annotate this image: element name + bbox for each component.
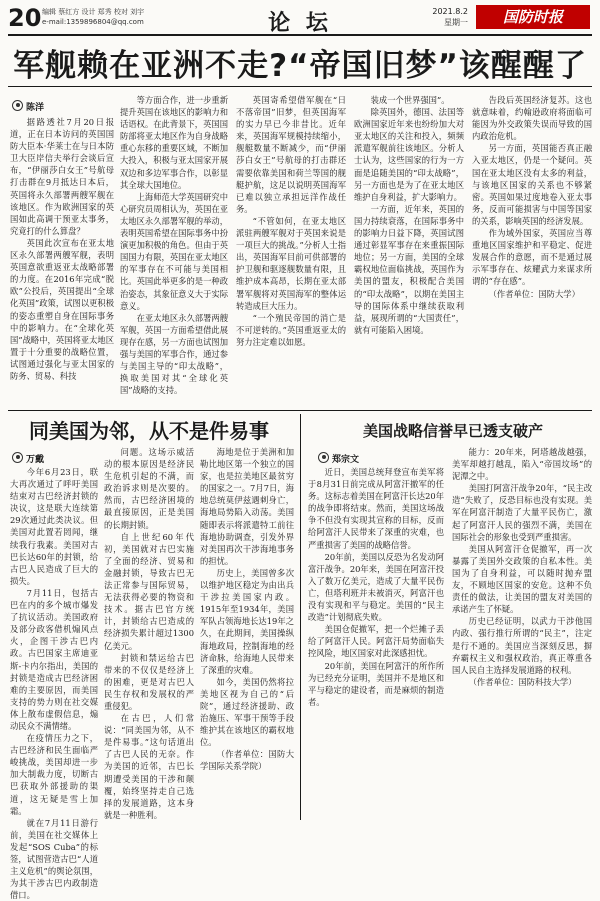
article2-byline	[12, 452, 44, 465]
paragraph: 据路透社7月20日报道，正在日本访问的英国国防大臣本·华莱士在与日本防卫大臣岸信夫举行会谈后宣布，“伊丽莎白女王”号航母打击群在9月抵达日本后，英国将永久部署两艘军舰在该地区。作为欧洲国家的英国如此高调干预亚太事务，究竟打的什么算盘？	[10, 117, 114, 236]
article1-byline	[12, 100, 44, 113]
article3-column-2	[452, 446, 592, 822]
paragraph: 能力：20年来，阿塔越战越强，美军却越打越乱，陷入“帝国坟场”的泥潭之中。	[452, 447, 592, 482]
paragraph: 7月11日，包括古巴在内的多个城市爆发了抗议活动。美国政府及部分政客借机煽风点火，企图干涉古巴内政。古巴国家主席迪亚斯-卡内尔指出，美国的封锁是造成古巴经济困难的主要原因，而美国支持的势力则在社交媒体上散布虚假信息，煽动民众不满情绪。	[10, 587, 98, 731]
article1-column-4	[354, 94, 464, 406]
article1-column-3	[236, 94, 346, 406]
newspaper-masthead-logo: 国防时报	[476, 5, 590, 29]
paragraph: （作者单位：国防大学）	[488, 288, 580, 299]
paragraph: 历史已经证明，以武力干涉他国内政、强行推行所谓的“民主”，注定是行不通的。美国应当深刻反思，摒弃霸权主义和强权政治，真正尊重各国人民自主选择发展道路的权利。	[452, 616, 592, 675]
paragraph: 近日，美国总统拜登宣布美军将于8月31日前完成从阿富汗撤军的任务。这标志着美国在阿富汗长达20年的战争即将结束。然而，美国这场战争不但没有实现其宣称的目标，反而给阿富汗人民带来了深重的灾难，也严重损害了美国的战略信誉。	[308, 467, 444, 550]
editor-line: 编辑 蔡红方 设计 郑秀 校对 刘宇	[42, 8, 145, 16]
paragraph: 问题。这场示威活动的根本原因是经济民生危机引起的不满，而政治诉求则是次要的。然而，古巴经济困境的最直接原因，正是美国的长期封锁。	[104, 447, 194, 530]
article2-author: 万戴	[26, 455, 45, 465]
article1-column-1	[10, 116, 114, 406]
paragraph: 20年前，美国以反恐为名发动阿富汗战争。20年来，美国在阿富汗投入了数万亿美元，造成了大量平民伤亡，但塔利班并未被消灭，阿富汗也没有实现和平与稳定。美国的“民主改造”计划彻底失败。	[308, 551, 444, 623]
paragraph: 如今，美国仍然将拉美地区视为自己的“后院”，通过经济援助、政治施压、军事干预等手段维护其在该地区的霸权地位。	[200, 676, 294, 748]
email-line: e-mail:1359896804@qq.com	[42, 18, 144, 26]
author-icon	[318, 452, 329, 463]
editor-meta	[42, 7, 212, 27]
paragraph: “一个殖民帝国的消亡是不可逆转的。”英国重返亚太的努力注定难以如愿。	[236, 312, 346, 347]
paragraph: 封锁和禁运给古巴带来的不仅仅是经济上的困难，更是对古巴人民生存权和发展权的严重侵犯。	[104, 652, 194, 711]
article3-column-1	[308, 466, 444, 822]
paragraph: 美国仓促撤军，把一个烂摊子丢给了阿富汗人民。阿富汗局势面临失控风险，地区国家对此深感担忧。	[308, 624, 444, 659]
paragraph: 在古巴，人们常说：“同美国为邻，从不是件易事。”这句话道出了古巴人民的无奈。作为美国的近邻，古巴长期遭受美国的干涉和颠覆，始终坚持走自己选择的发展道路，这本身就是一种胜利。	[104, 713, 194, 820]
section-divider	[8, 410, 592, 411]
article1-column-5	[472, 94, 592, 406]
paragraph: 英国此次宣布在亚太地区永久部署两艘军舰，表明英国意欲重返亚太战略部署的力度。在2016年完成“脱欧”公投后，英国提出“全球化英国”政策，试图以更积极的姿态重塑自身在国际事务中的影响力。在“全球化英国”战略中，英国将亚太地区置于十分重要的战略位置，试图通过强化与亚太国家的防务、贸易、科技	[10, 237, 114, 381]
paragraph: 告段后英国经济复苏。这也就意味着，约翰逊政府将面临可能因为外交政策失误而导致的国内政治危机。	[472, 95, 592, 142]
page-number: 20	[8, 4, 42, 32]
paragraph: 在亚太地区永久部署两艘军舰，英国一方面希望借此展现存在感，另一方面也试图加强与美国的军事合作，通过参与美国主导的“印太战略”，换取美国对其“全球化英国”战略的支持。	[120, 312, 228, 396]
paragraph: 今年6月23日，联大再次通过了呼吁美国结束对古巴经济封锁的决议，这是联大连续第29次通过此类决议。但美国对此置若罔闻，继续我行我素。美国对古巴长达60年的封锁，给古巴人民造成了巨大的损失。	[10, 467, 98, 586]
paragraph: 作为域外国家，英国应当尊重地区国家维护和平稳定、促进发展合作的意愿，而不是通过展示军事存在、炫耀武力来谋求所谓的“存在感”。	[472, 228, 592, 287]
paragraph: 就在7月11日游行前，美国在社交媒体上发起“SOS Cuba”的标签，试图营造古巴“人道主义危机”的舆论氛围，为其干涉古巴内政制造借口。	[10, 817, 98, 901]
article-divider	[300, 414, 301, 820]
date-line: 2021.8.2	[432, 7, 468, 16]
article2-column-3	[200, 446, 294, 822]
article2-column-2	[104, 446, 194, 822]
paragraph: 美国打阿富汗战争20年，“民主改造”失败了，反恐目标也没有实现。美军在阿富汗制造了大量平民伤亡，激起了阿富汗人民的强烈不满，美国在国际社会的形象也受到严重损害。	[452, 483, 592, 542]
author-icon	[12, 452, 23, 463]
article2-column-1	[10, 466, 98, 901]
article3-author: 郑宗文	[332, 455, 360, 465]
paragraph: 一方面，近年来，英国的国力持续衰落，在国际事务中的影响力日益下降，英国试图通过彰显军事存在来重振国际地位；另一方面，美国的全球霸权地位面临挑战，英国作为美国的盟友，积极配合美国的“印太战略”，以期在美国主导的国际体系中继续获取利益，展现所谓的“大国责任”，就有可能陷入困境。	[354, 203, 464, 335]
paragraph: 海地是位于美洲和加勒比地区第一个独立的国家，也是拉美地区最贫穷的国家之一。7月7日，海地总统莫伊兹遇刺身亡，海地局势陷入动荡。美国随即表示将派遣特工前往海地协助调查，引发外界对美国再次干涉海地事务的担忧。	[200, 447, 294, 566]
issue-date	[408, 6, 468, 28]
article1-author: 陈洋	[26, 103, 45, 113]
article2-headline: 同美国为邻，从不是件易事	[29, 419, 269, 443]
weekday-line: 星期一	[444, 18, 468, 27]
paragraph: （作者单位：国防科技大学）	[468, 676, 577, 687]
paragraph: （作者单位：国防大学国际关系学院）	[200, 749, 294, 772]
author-icon	[12, 100, 23, 111]
paragraph: 美国从阿富汗仓促撤军，再一次暴露了美国外交政策的自私本性。美国为了自身利益，可以随时抛弃盟友，不顾地区国家的安危。这种不负责任的做法，让美国的盟友对美国的承诺产生了怀疑。	[452, 543, 592, 615]
headline-rule	[8, 86, 592, 87]
paragraph: 历史上，美国曾多次以维护地区稳定为由出兵干涉拉美国家内政。1915年至1934年，美国军队占领海地长达19年之久，在此期间，美国操纵海地政局，控制海地的经济命脉，给海地人民带来了深重的灾难。	[200, 567, 294, 675]
section-title: 论 坛	[268, 10, 332, 36]
paragraph: 除英国外，德国、法国等欧洲国家近年来也纷纷加大对亚太地区的关注和投入，频频派遣军舰前往该地区。分析人士认为，这些国家的行为一方面是追随美国的“印太战略”，另一方面也是为了在亚太地区维护自身利益，扩大影响力。	[354, 107, 464, 202]
page-header	[8, 4, 592, 36]
paragraph: 上海师范大学英国研究中心研究员周相认为，英国在亚太地区永久部署军舰的举动，表明英国希望在国际事务中扮演更加积极的角色。但由于英国国力有限，英国在亚太地区的军事存在不可能与美国相比。英国此举更多的是一种政治姿态，其象征意义大于实际意义。	[120, 191, 228, 311]
article3-headline: 美国战略信誉早已透支破产	[362, 422, 543, 440]
paragraph: “不管如何，在亚太地区派驻两艘军舰对于英国来说是一项巨大的挑战。”分析人士指出，英国海军目前可供部署的护卫舰和驱逐舰数量有限，且维护成本高昂，长期在亚太部署军舰将对英国海军的整体运转造成巨大压力。	[236, 215, 346, 311]
paragraph: 自上世纪60年代初，美国就对古巴实施了全面的经济、贸易和金融封锁，导致古巴无法正常参与国际贸易，无法获得必要的物资和技术。据古巴官方统计，封锁给古巴造成的经济损失累计超过1300亿美元。	[104, 531, 194, 651]
paragraph: 在疫情压力之下，古巴经济和民生面临严峻挑战，美国却进一步加大制裁力度，切断古巴获取外部援助的渠道，这无疑是雪上加霜。	[10, 733, 98, 816]
article1-headline: 军舰赖在亚洲不走?“帝国旧梦”该醒醒了	[13, 48, 587, 84]
article3-byline	[318, 452, 359, 465]
article1-column-2	[120, 94, 228, 406]
paragraph: 英国寄希望借军舰在“日不落帝国”旧梦，但英国海军的实力早已今非昔比。近年来，英国海军规模持续缩小，舰艇数量不断减少，而“伊丽莎白女王”号航母的打击群还需要依靠美国和荷兰等国的舰艇护航，这足以说明英国海军已难以独立承担远洋作战任务。	[236, 95, 346, 214]
paragraph: 装成一个世界强国”。	[370, 95, 450, 105]
paragraph: 20年前，美国在阿富汗的所作所为已经充分证明，美国并不是地区和平与稳定的建设者，而是麻烦的制造者。	[308, 660, 444, 707]
paragraph: 等方面合作，进一步重新提升英国在该地区的影响力和话语权。在此背景下，英国国防部将亚太地区作为自身战略重心东移的重要区域，不断加大投入，积极与亚太国家开展双边和多边军事合作，以彰显其全球大国地位。	[120, 95, 228, 190]
paragraph: 另一方面，英国能否真正融入亚太地区，仍是一个疑问。英国在亚太地区没有太多的利益，与该地区国家的关系也不够紧密。英国如果过度地卷入亚太事务，反而可能损害与中国等国家的关系，影响英国的经济发展。	[472, 143, 592, 226]
